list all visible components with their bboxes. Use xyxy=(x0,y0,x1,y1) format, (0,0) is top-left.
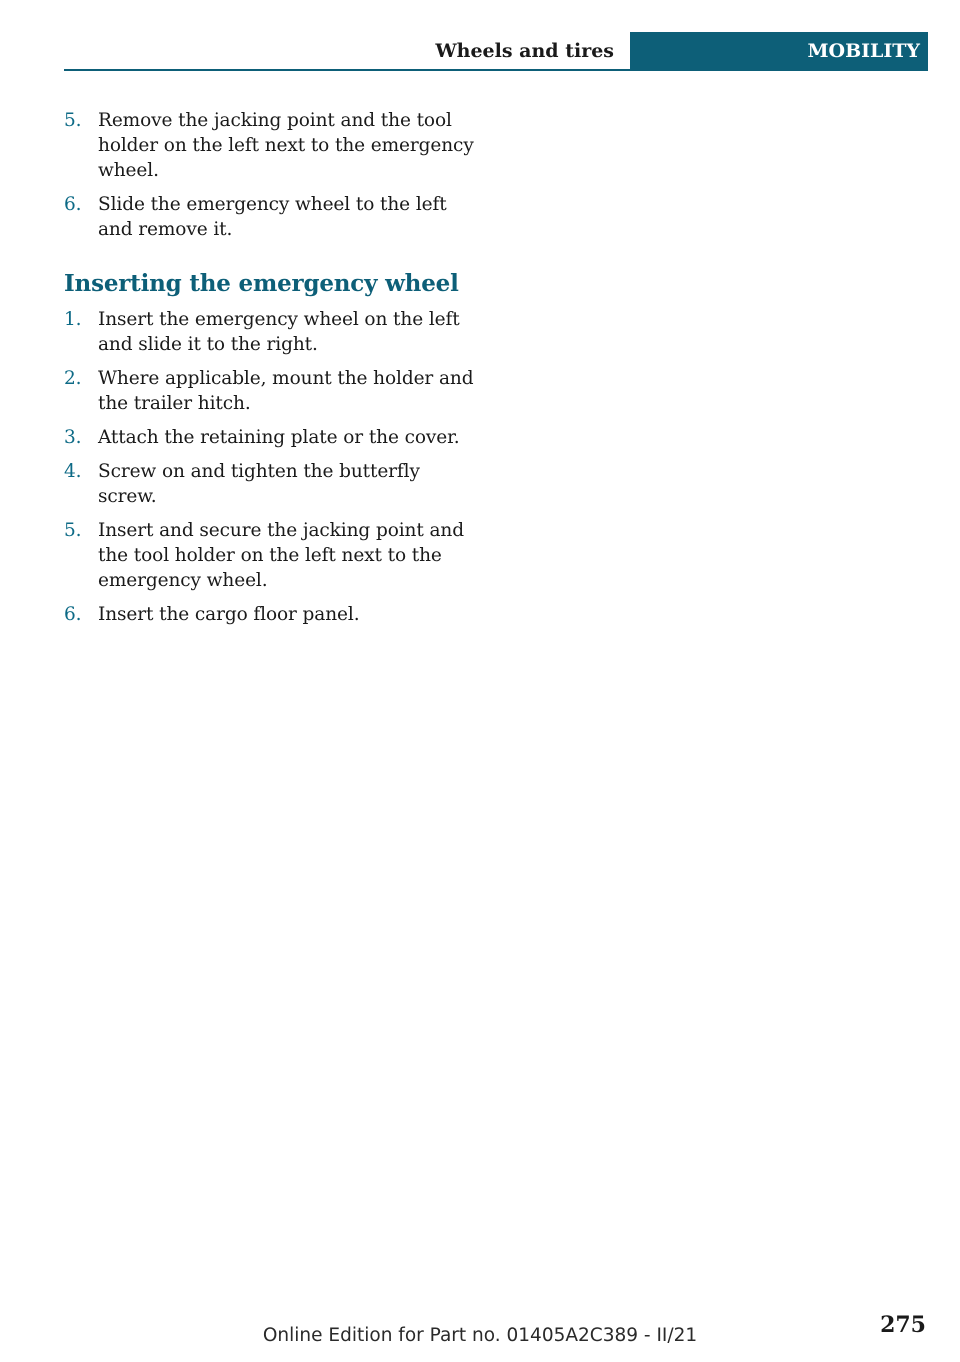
list-item xyxy=(64,518,484,593)
list-item xyxy=(64,425,484,450)
page-number: 275 xyxy=(880,1312,926,1338)
step-text: Remove the jacking point and the tool holder on the left next to the emergency wheel. xyxy=(98,110,474,181)
list-item xyxy=(64,459,484,509)
step-number: 5. xyxy=(64,110,82,131)
header-divider xyxy=(64,69,928,71)
step-number: 1. xyxy=(64,309,82,330)
step-number: 4. xyxy=(64,461,82,482)
list-item xyxy=(64,108,484,183)
step-number: 2. xyxy=(64,368,82,389)
main-content xyxy=(64,108,484,636)
list-item xyxy=(64,192,484,242)
step-number: 3. xyxy=(64,427,82,448)
list-item xyxy=(64,366,484,416)
section-title: Wheels and tires xyxy=(435,40,614,62)
chapter-label: MOBILITY xyxy=(630,32,928,69)
page-header xyxy=(64,32,928,71)
step-text: Screw on and tighten the butterfly screw. xyxy=(98,461,420,507)
step-text: Where applicable, mount the holder and the trailer hitch. xyxy=(98,368,474,414)
list-item xyxy=(64,307,484,357)
step-text: Attach the retaining plate or the cover. xyxy=(98,427,460,448)
edition-footer: Online Edition for Part no. 01405A2C389 - II/21 xyxy=(262,1325,698,1346)
section-heading: Inserting the emergency wheel xyxy=(64,270,459,297)
step-text: Insert the emergency wheel on the left and slide it to the right. xyxy=(98,309,460,355)
step-number: 6. xyxy=(64,604,82,625)
step-text: Insert the cargo floor panel. xyxy=(98,604,360,625)
step-text: Slide the emergency wheel to the left and remove it. xyxy=(98,194,447,240)
step-number: 5. xyxy=(64,520,82,541)
step-number: 6. xyxy=(64,194,82,215)
list-item xyxy=(64,602,484,627)
step-text: Insert and secure the jacking point and the tool holder on the left next to the emergency wheel. xyxy=(98,520,464,591)
